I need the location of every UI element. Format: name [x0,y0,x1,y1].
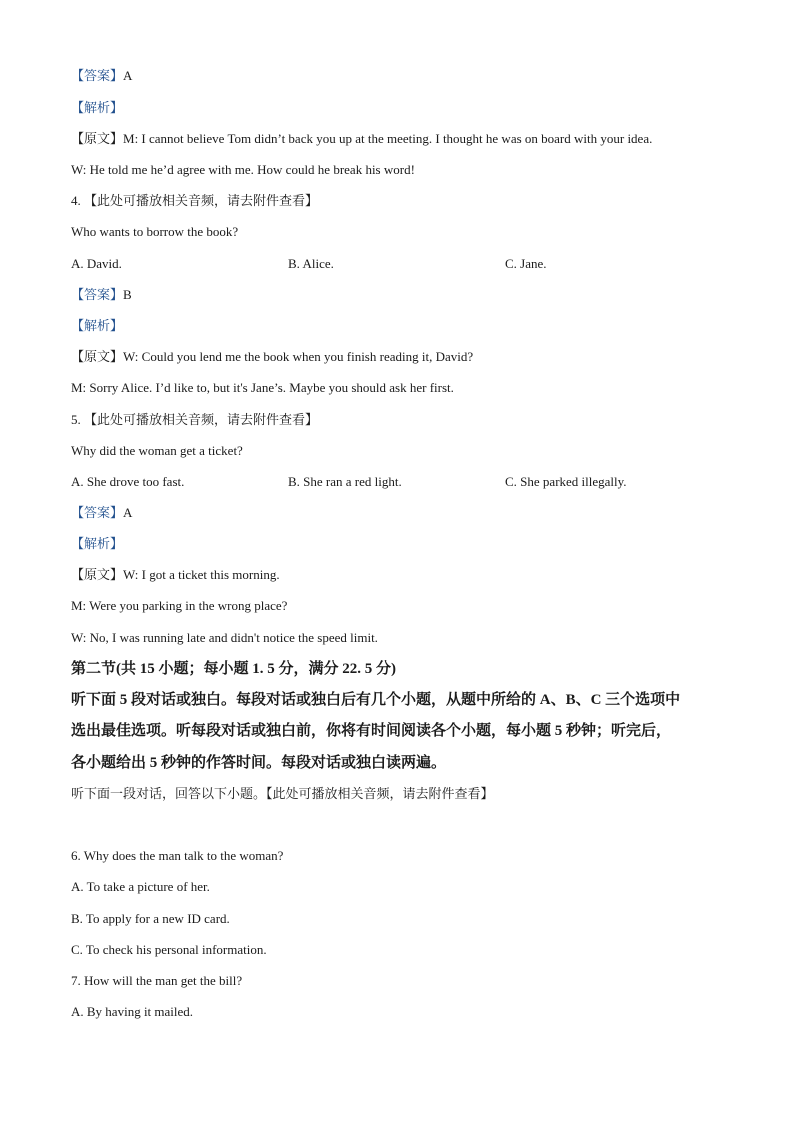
analysis-line [71,100,123,116]
section-heading: 第二节(共 15 小题；每小题 1. 5 分，满分 22. 5 分) [71,661,396,677]
transcript-line: W: No, I was running late and didn't notice the speed limit. [71,630,378,645]
question-text: 6. Why does the man talk to the woman? [71,848,284,863]
original-tag: 【原文】 [71,567,124,582]
section-instructions: 各小题给出 5 秒钟的作答时间。每段对话或独白读两遍。 [71,755,447,771]
analysis-line [71,318,123,334]
listen-note[interactable]: 听下面一段对话，回答以下小题。【此处可播放相关音频，请去附件查看】 [71,786,494,801]
question-header [71,193,318,209]
answer-tag: 【答案】 [71,68,124,83]
analysis-line [71,536,123,552]
option-a: A. She drove too fast. [71,474,185,489]
option-c: C. To check his personal information. [71,942,267,957]
option-b: B. Alice. [288,256,334,271]
transcript-text: W: I got a ticket this morning. [123,567,280,582]
option-c: C. Jane. [505,256,547,271]
option-b: B. To apply for a new ID card. [71,911,230,926]
analysis-tag: 【解析】 [71,100,124,115]
question-number: 5. [71,412,81,427]
transcript-text: M: I cannot believe Tom didn’t back you up at the meeting. I thought he was on board with your idea. [123,131,653,146]
question-text: Who wants to borrow the book? [71,224,239,239]
question-text: Why did the woman get a ticket? [71,443,243,458]
answer-line [71,287,132,303]
question-number: 4. [71,193,81,208]
answer-line [71,68,132,84]
answer-value: A [123,505,133,520]
analysis-tag: 【解析】 [71,318,124,333]
transcript-text: W: Could you lend me the book when you finish reading it, David? [123,349,474,364]
transcript-line: M: Were you parking in the wrong place? [71,598,288,613]
options-row [71,256,711,272]
original-tag: 【原文】 [71,131,124,146]
answer-tag: 【答案】 [71,287,124,302]
option-a: A. By having it mailed. [71,1004,194,1019]
question-header [71,412,318,428]
question-text: 7. How will the man get the bill? [71,973,243,988]
audio-note[interactable]: 【此处可播放相关音频，请去附件查看】 [84,193,319,208]
analysis-tag: 【解析】 [71,536,124,551]
answer-line [71,505,132,521]
answer-tag: 【答案】 [71,505,124,520]
option-b: B. She ran a red light. [288,474,402,489]
original-tag: 【原文】 [71,349,124,364]
section-instructions: 选出最佳选项。听每段对话或独白前，你将有时间阅读各个小题，每小题 5 秒钟；听完后， [71,723,672,739]
original-line [71,131,652,147]
transcript-line: M: Sorry Alice. I’d like to, but it's Jane’s. Maybe you should ask her first. [71,380,454,395]
audio-note[interactable]: 【此处可播放相关音频，请去附件查看】 [84,412,319,427]
option-a: A. David. [71,256,122,271]
option-c: C. She parked illegally. [505,474,627,489]
answer-value: A [123,68,133,83]
transcript-line: W: He told me he’d agree with me. How could he break his word! [71,162,415,177]
answer-value: B [123,287,132,302]
original-line [71,567,280,583]
options-row [71,474,711,490]
section-instructions: 听下面 5 段对话或独白。每段对话或独白后有几个小题，从题中所给的 A、B、C 三个选项中 [71,692,681,708]
original-line [71,349,473,365]
option-a: A. To take a picture of her. [71,879,210,894]
